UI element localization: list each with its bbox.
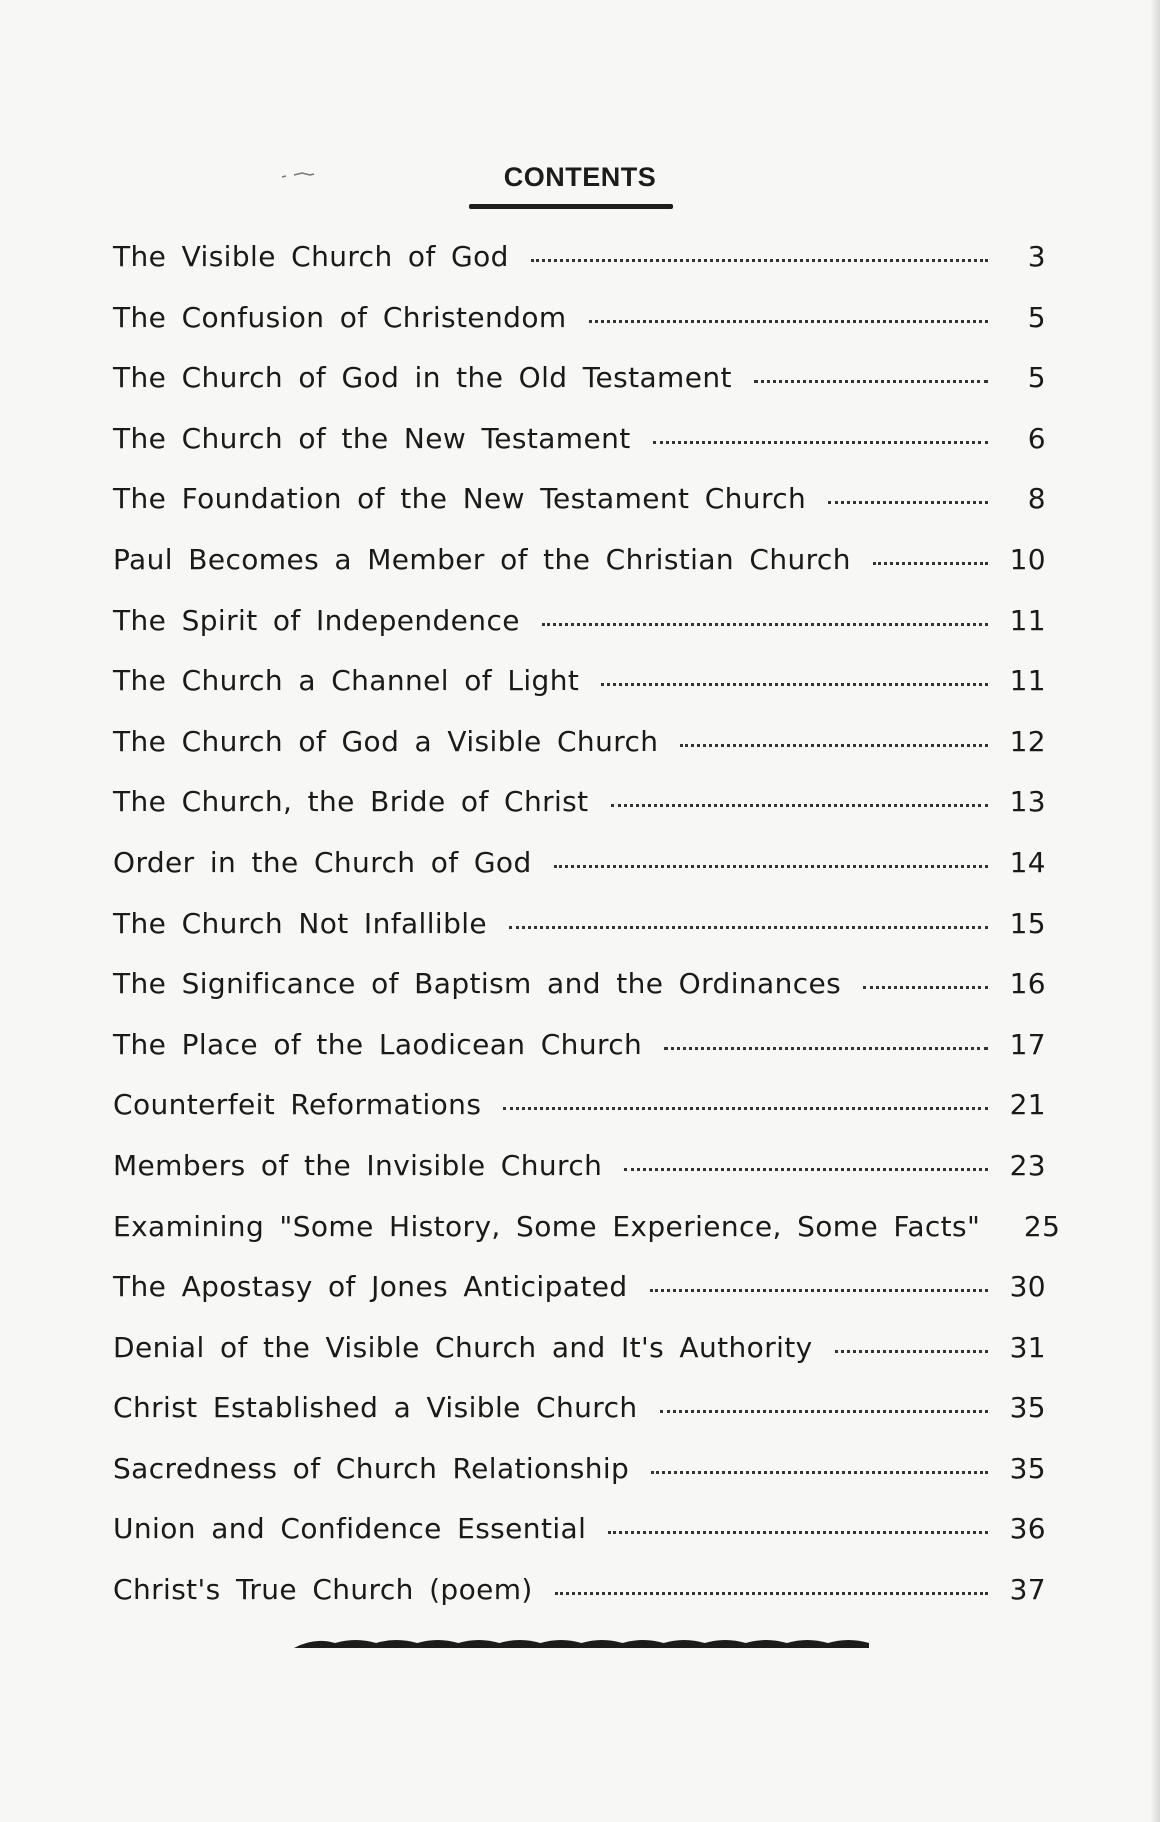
toc-entry <box>113 604 1046 665</box>
toc-entry <box>113 967 1046 1028</box>
toc-entry-page: 5 <box>1027 300 1046 334</box>
toc-leader-dots <box>608 1531 988 1534</box>
toc-entry <box>113 785 1046 846</box>
toc-leader-dots <box>589 320 988 323</box>
toc-leader-dots <box>828 501 988 504</box>
toc-entry-page: 8 <box>1027 482 1046 516</box>
toc-entry-page: 37 <box>1009 1573 1046 1607</box>
wave-ornament <box>294 1632 869 1656</box>
toc-leader-dots <box>653 441 988 444</box>
toc-entry-page: 3 <box>1027 240 1046 273</box>
toc-leader-dots <box>531 259 988 262</box>
toc-entry-title: The Confusion of Christendom <box>113 300 567 334</box>
toc-entry-title: Christ's True Church (poem) <box>113 1573 533 1607</box>
toc-entry <box>113 1149 1046 1210</box>
toc-entry-page: 5 <box>1027 361 1046 395</box>
toc-leader-dots <box>873 562 988 565</box>
toc-entry <box>113 301 1046 362</box>
toc-entry <box>113 1573 1046 1634</box>
toc-entry <box>113 1209 1061 1271</box>
toc-entry <box>113 725 1046 786</box>
toc-entry-title: Christ Established a Visible Church <box>113 1391 638 1425</box>
toc-entry <box>113 1270 1046 1331</box>
toc-leader-dots <box>664 1047 988 1050</box>
toc-entry-title: Order in the Church of God <box>113 845 532 879</box>
toc-leader-dots <box>754 380 988 383</box>
toc-entry-title: The Church, the Bride of Christ <box>113 785 589 819</box>
toc-entry-page: 21 <box>1009 1088 1046 1122</box>
toc-entry-page: 14 <box>1009 845 1046 879</box>
toc-entry-title: The Church of God a Visible Church <box>113 724 659 758</box>
toc-leader-dots <box>650 1289 989 1292</box>
page-title: CONTENTS <box>503 162 657 192</box>
toc-entry-title: Paul Becomes a Member of the Christian Church <box>113 542 851 576</box>
toc-entry-page: 6 <box>1027 421 1046 455</box>
toc-entry-page: 16 <box>1009 967 1046 1001</box>
toc-entry <box>113 1512 1046 1573</box>
toc-entry-title: The Apostasy of Jones Anticipated <box>113 1270 628 1304</box>
toc-entry-title: Examining "Some History, Some Experience, Some Facts" <box>113 1209 981 1243</box>
toc-entry <box>113 482 1046 543</box>
toc-entry-page: 36 <box>1009 1512 1046 1546</box>
toc-entry-page: 10 <box>1009 542 1046 576</box>
toc-entry-title: The Church of the New Testament <box>113 421 631 455</box>
toc-entry <box>113 543 1046 604</box>
toc-leader-dots <box>611 804 988 807</box>
toc-entry <box>113 1452 1046 1513</box>
toc-leader-dots <box>503 1107 988 1110</box>
toc-entry-page: 30 <box>1009 1270 1046 1304</box>
toc-entry <box>113 1391 1046 1452</box>
toc-entry <box>113 1331 1046 1392</box>
toc-entry <box>113 240 1046 301</box>
toc-entry-page: 35 <box>1009 1451 1046 1485</box>
table-of-contents <box>113 240 1061 1634</box>
toc-entry-title: The Spirit of Independence <box>113 603 520 637</box>
toc-entry-title: The Church Not Infallible <box>113 906 488 940</box>
toc-entry <box>113 846 1046 907</box>
toc-entry-page: 11 <box>1009 664 1046 698</box>
toc-leader-dots <box>601 683 988 686</box>
heading-wrapper <box>0 162 1160 193</box>
toc-entry-page: 17 <box>1009 1027 1046 1061</box>
toc-entry <box>113 664 1046 725</box>
toc-entry-title: The Foundation of the New Testament Church <box>113 482 807 516</box>
toc-entry-page: 23 <box>1009 1148 1046 1182</box>
toc-leader-dots <box>542 623 988 626</box>
toc-entry-page: 25 <box>1023 1209 1061 1243</box>
toc-leader-dots <box>509 926 988 929</box>
toc-leader-dots <box>624 1168 988 1171</box>
toc-entry-title: The Church of God in the Old Testament <box>113 361 732 395</box>
toc-entry-page: 12 <box>1009 724 1046 758</box>
toc-leader-dots <box>680 744 988 747</box>
toc-entry <box>113 361 1046 422</box>
toc-entry-title: Counterfeit Reformations <box>113 1088 482 1122</box>
toc-leader-dots <box>555 1592 988 1595</box>
toc-entry-title: The Significance of Baptism and the Ordinances <box>113 967 842 1001</box>
toc-leader-dots <box>660 1410 988 1413</box>
toc-entry <box>113 907 1046 968</box>
toc-leader-dots <box>835 1350 988 1353</box>
toc-leader-dots <box>651 1471 988 1474</box>
title-underline <box>469 204 673 209</box>
toc-entry-title: The Visible Church of God <box>113 240 509 273</box>
page-edge-shadow <box>1150 0 1160 1822</box>
toc-entry-title: The Place of the Laodicean Church <box>113 1027 643 1061</box>
toc-entry-title: Union and Confidence Essential <box>113 1512 587 1546</box>
toc-entry-page: 31 <box>1009 1330 1046 1364</box>
toc-entry-page: 11 <box>1009 603 1046 637</box>
toc-entry-page: 13 <box>1009 785 1046 819</box>
toc-entry <box>113 422 1046 483</box>
toc-entry-title: Sacredness of Church Relationship <box>113 1451 630 1485</box>
toc-leader-dots <box>863 986 988 989</box>
toc-entry-page: 35 <box>1009 1391 1046 1425</box>
toc-entry <box>113 1088 1046 1149</box>
toc-leader-dots <box>554 865 988 868</box>
toc-entry-page: 15 <box>1009 906 1046 940</box>
toc-entry-title: Members of the Invisible Church <box>113 1148 603 1182</box>
toc-entry-title: Denial of the Visible Church and It's Authority <box>113 1330 813 1364</box>
toc-entry-title: The Church a Channel of Light <box>113 664 580 698</box>
toc-entry <box>113 1028 1046 1089</box>
